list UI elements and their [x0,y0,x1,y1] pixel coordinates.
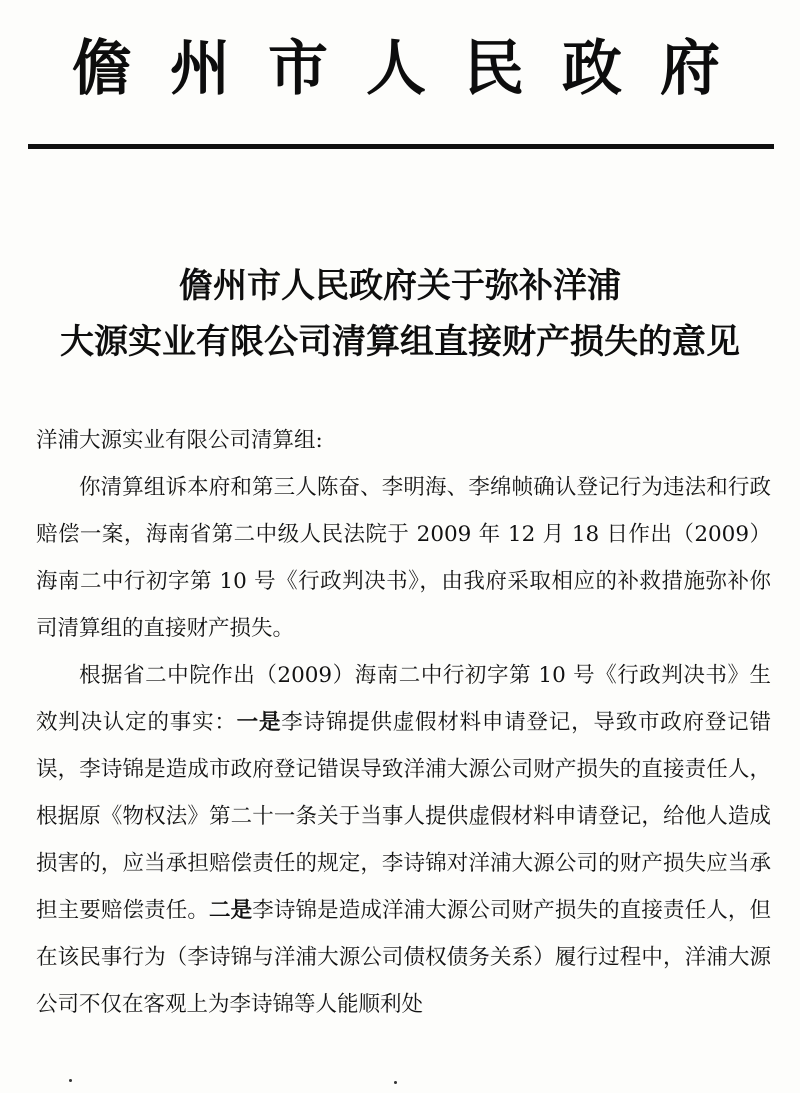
paragraph-1: 你清算组诉本府和第三人陈奋、李明海、李绵帧确认登记行为违法和行政赔偿一案，海南省第二中级人民法院于 2009 年 12 月 18 日作出（2009）海南二中行初字第 10 号《行政判决书》，由我府采取相应的补救措施弥补你司清算组的直接财产损失。 [36,475,771,641]
letterhead-rule [28,144,774,149]
point-one-marker: 一是 [236,710,282,735]
point-one-text: 李诗锦提供虚假材料申请登记，导致市政府登记错误，李诗锦是造成市政府登记错误导致洋浦大源公司财产损失的直接责任人，根据原《物权法》第二十一条关于当事人提供虚假材料申请登记，给他人造成损害的，应当承担赔偿责任的规定，李诗锦对洋浦大源公司的财产损失应当承担主要赔偿责任。 [36,710,771,923]
paragraph-2-intro: 根据省二中院作出（2009）海南二中行初字第 10 号《行政判决书》生效判决认定的事实： [36,663,771,735]
document-body [36,417,771,1028]
point-two-text: 李诗锦是造成洋浦大源公司财产损失的直接责任人，但在该民事行为（李诗锦与洋浦大源公司债权债务关系）履行过程中，洋浦大源公司不仅在客观上为李诗锦等人能顺利处 [36,898,771,1017]
salutation: 洋浦大源实业有限公司清算组: [36,428,323,453]
document-title-line-2: 大源实业有限公司清算组直接财产损失的意见 [60,322,740,362]
paragraph-2 [36,652,771,1028]
point-two-marker: 二是 [208,898,253,923]
scan-speck [394,1081,397,1084]
document-title [0,258,800,370]
scan-speck [69,1079,72,1082]
document-title-line-1: 儋州市人民政府关于弥补洋浦 [179,266,621,306]
letterhead-issuer: 儋州市人民政府 [72,34,758,104]
